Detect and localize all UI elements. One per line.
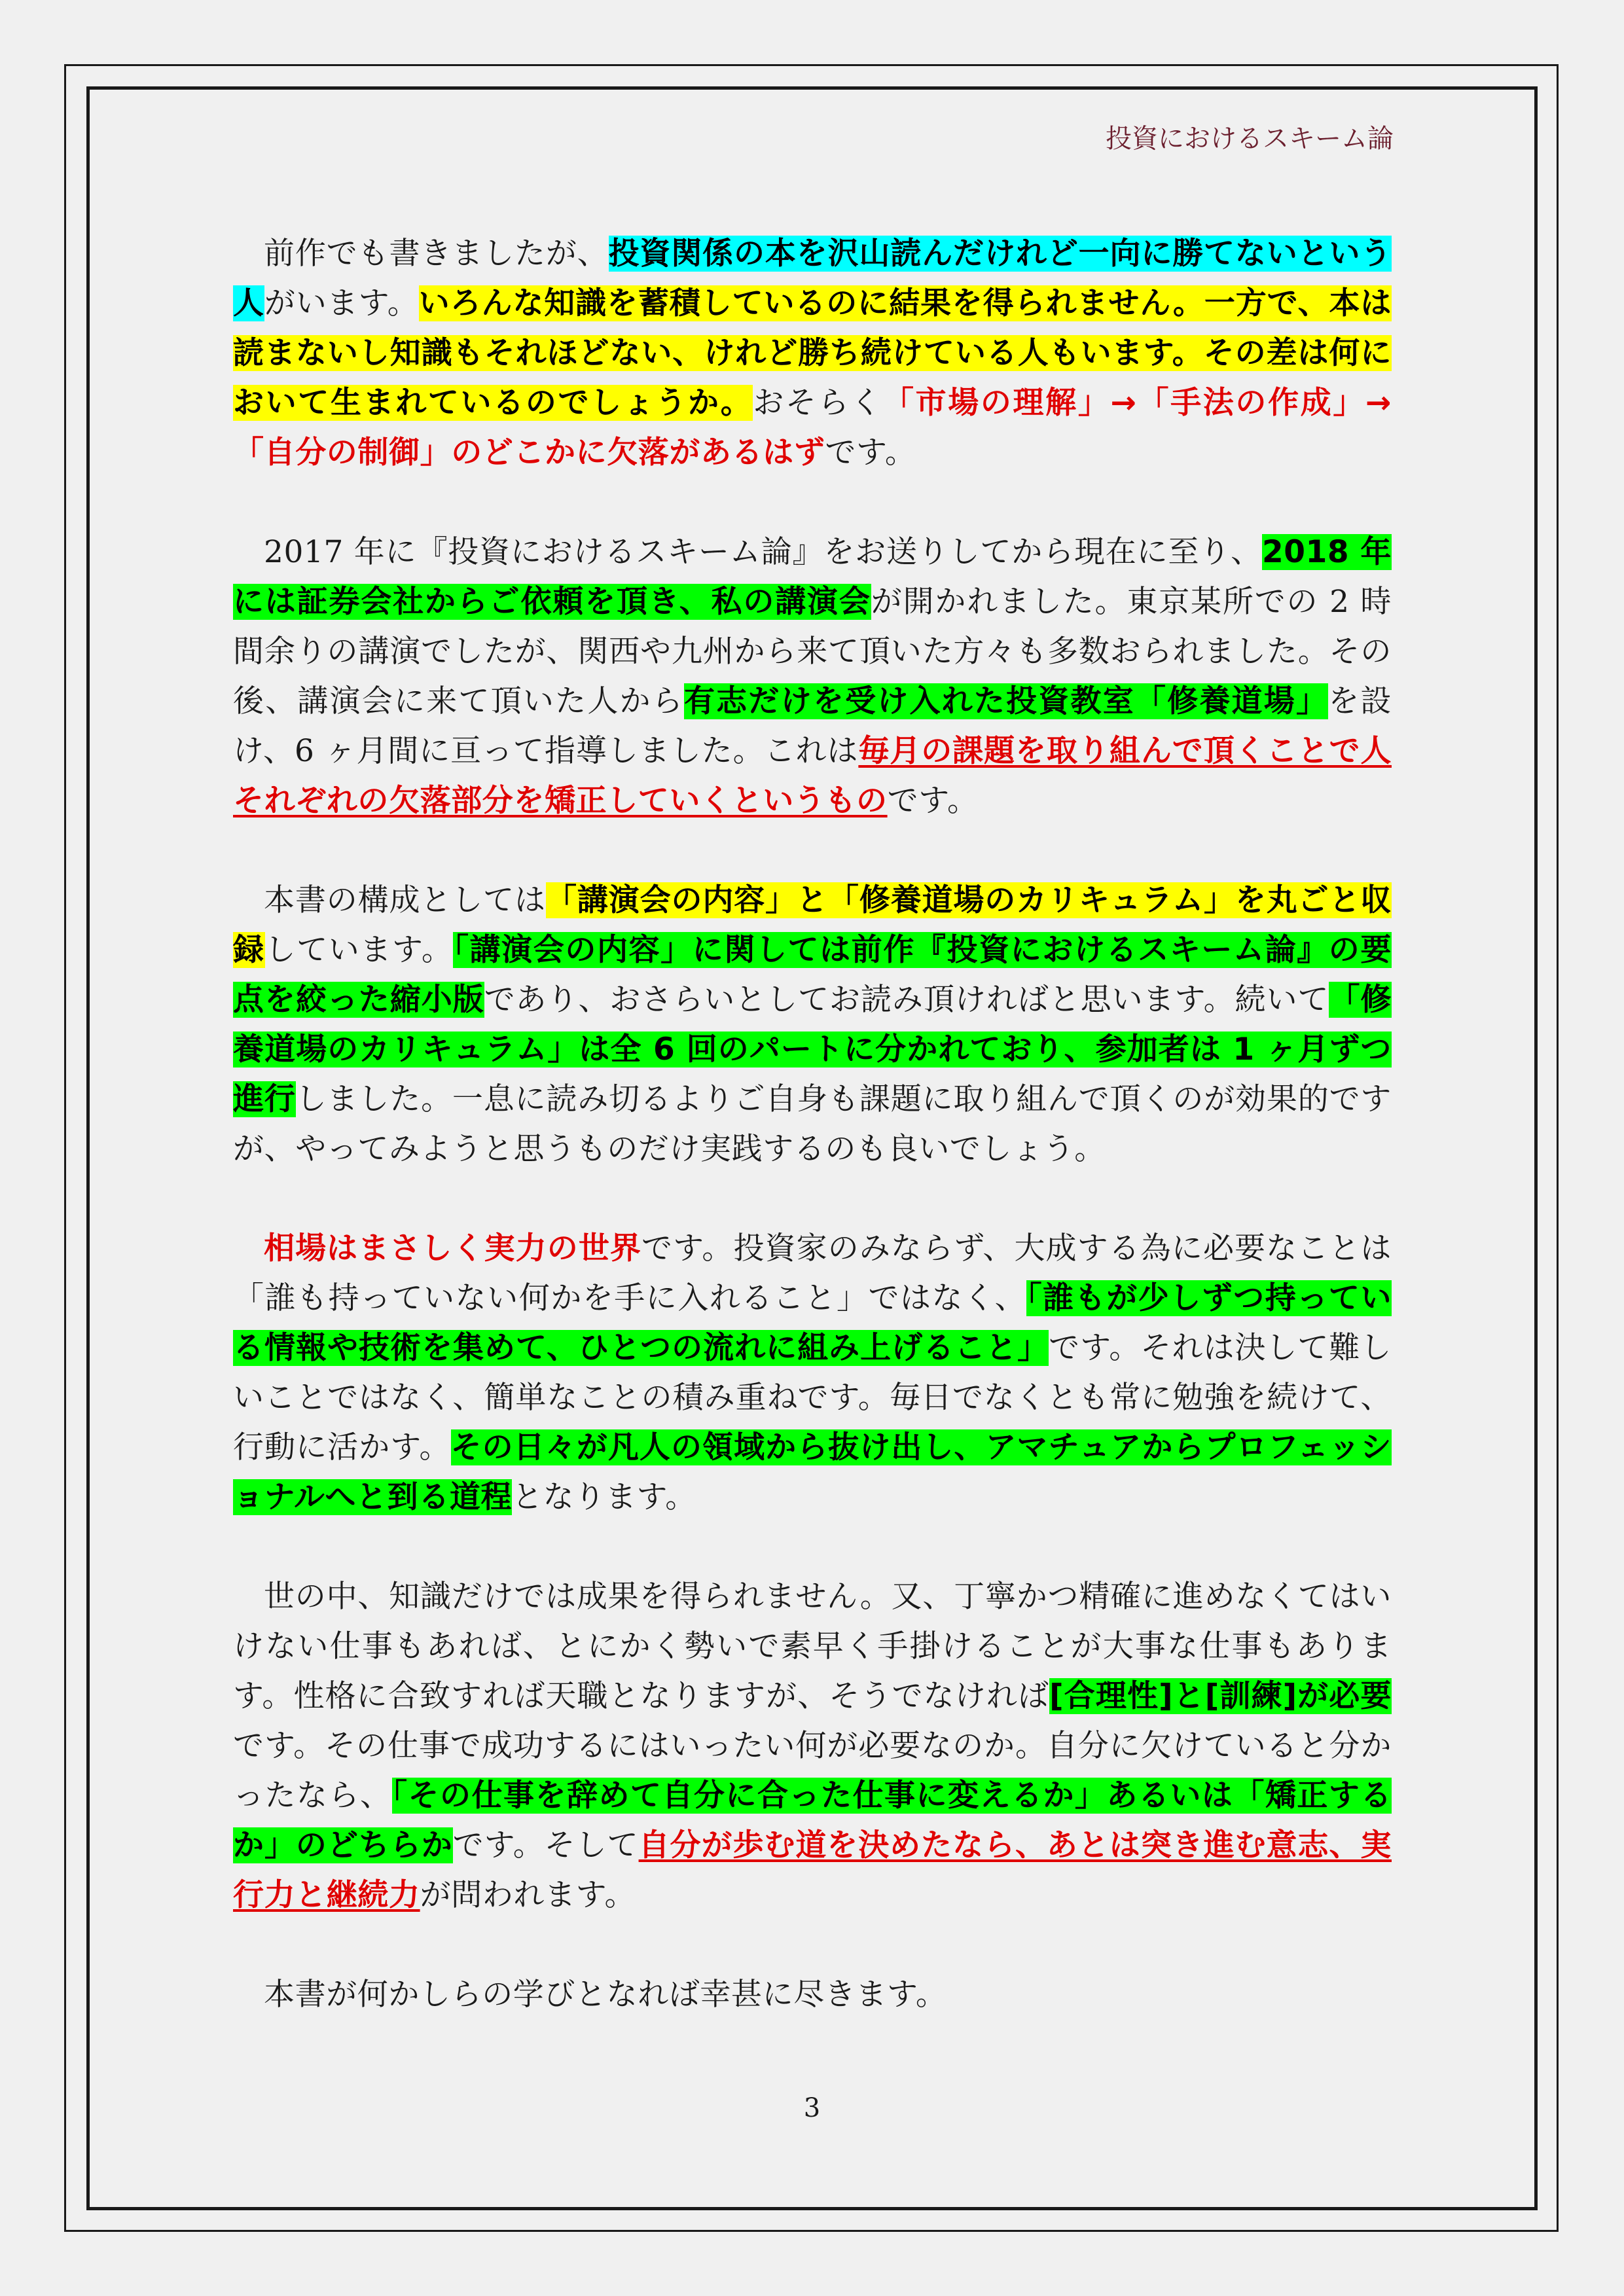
text-run: を設け、6 ヶ月間に亘って指導しました。これは (233, 683, 1392, 769)
text-run: であり、おさらいとしてお読み頂ければと思います。続いて (484, 982, 1329, 1018)
highlight-green: 有志だけを受け入れた投資教室「修養道場」 (683, 683, 1329, 719)
text-run: 世の中、知識だけでは成果を得られません。又、丁寧かつ精確に進めなくてはいけない仕事もあれば、とにかく勢いで素早く手掛けることが大事な仕事もあります。性格に合致すれば天職となりますが、そうでなければ (233, 1579, 1392, 1714)
paragraph-2 (233, 528, 1392, 826)
text-run: となります。 (512, 1479, 696, 1515)
highlight-cyan: 投資関係の本を沢山読んだけれど一向に勝てないという人 (233, 236, 1392, 321)
emphasis-red-underlined: 毎月の課題を取り組んで頂くことで人それぞれの欠落部分を矯正していくというもの (233, 733, 1392, 819)
highlight-green: 「その仕事を辞めて自分に合った仕事に変えるか」あるいは「矯正するか」のどちらか (233, 1778, 1392, 1863)
running-header: 投資におけるスキーム論 (1106, 124, 1394, 154)
text-run: 本書が何かしらの学びとなれば幸甚に尽きます。 (264, 1977, 947, 2013)
text-run: が開かれました。東京某所での 2 時間余りの講演でしたが、関西や九州から来て頂いた方々も多数おられました。その後、講演会に来て頂いた人から (233, 584, 1392, 719)
text-run: 2017 年に『投資におけるスキーム論』をお送りしてから現在に至り、 (264, 534, 1262, 570)
page-number: 3 (803, 2093, 821, 2123)
body-text (233, 229, 1392, 2020)
highlight-yellow: いろんな知識を蓄積しているのに結果を得られません。一方で、本は読まないし知識もそれほどない、けれど勝ち続けている人もいます。その差は何において生まれているのでしょうか。 (233, 285, 1392, 421)
paragraph-4 (233, 1224, 1392, 1522)
highlight-green: その日々が凡人の領域から抜け出し、アマチュアからプロフェッショナルへと到る道程 (233, 1429, 1392, 1515)
text-run: おそらく (753, 385, 883, 421)
highlight-yellow: 「講演会の内容」と「修養道場のカリキュラム」を丸ごと収録 (233, 882, 1392, 968)
text-run: です。 (825, 435, 916, 471)
paragraph-6 (233, 1970, 1392, 2020)
text-run: です。投資家のみならず、大成する為に必要なことは「誰も持っていない何かを手に入れること」ではなく、 (233, 1230, 1392, 1316)
text-run: です。 (887, 783, 979, 819)
highlight-green: 2018 年には証券会社からご依頼を頂き、私の講演会 (233, 534, 1392, 620)
text-run: 前作でも書きましたが、 (264, 236, 609, 272)
highlight-green: 「修養道場のカリキュラム」は全 6 回のパートに分かれており、参加者は 1 ヶ月ずつ進行 (233, 982, 1392, 1117)
text-run: です。それは決して難しいことではなく、簡単なことの積み重ねです。毎日でなくとも常に勉強を続けて、行動に活かす。 (233, 1330, 1392, 1465)
highlight-green: 「誰もが少しずつ持っている情報や技術を集めて、ひとつの流れに組み上げること」 (233, 1280, 1392, 1366)
text-run: 本書の構成としては (264, 882, 546, 918)
text-run: しています。 (264, 932, 454, 968)
paragraph-1 (233, 229, 1392, 478)
paragraph-5 (233, 1572, 1392, 1920)
emphasis-red-underlined: 自分が歩む道を決めたなら、あとは突き進む意志、実行力と継続力 (233, 1827, 1392, 1913)
highlight-green: [合理性]と[訓練]が必要 (1049, 1678, 1392, 1714)
text-run: が問われます。 (420, 1877, 636, 1913)
text-run: です。そして (452, 1827, 639, 1863)
text-run: です。その仕事で成功するにはいったい何が必要なのか。自分に欠けていると分かったなら、 (233, 1728, 1392, 1814)
emphasis-red: 相場はまさしく実力の世界 (264, 1230, 641, 1266)
paragraph-3 (233, 876, 1392, 1174)
text-run: がいます。 (264, 285, 419, 321)
text-run: しました。一息に読み切るよりご自身も課題に取り組んで頂くのが効果的ですが、やってみようと思うものだけ実践するのも良いでしょう。 (233, 1081, 1392, 1167)
highlight-green: 「講演会の内容」に関しては前作『投資におけるスキーム論』の要点を絞った縮小版 (233, 932, 1392, 1018)
emphasis-red: 「市場の理解」→「手法の作成」→「自分の制御」のどこかに欠落があるはず (233, 385, 1392, 471)
